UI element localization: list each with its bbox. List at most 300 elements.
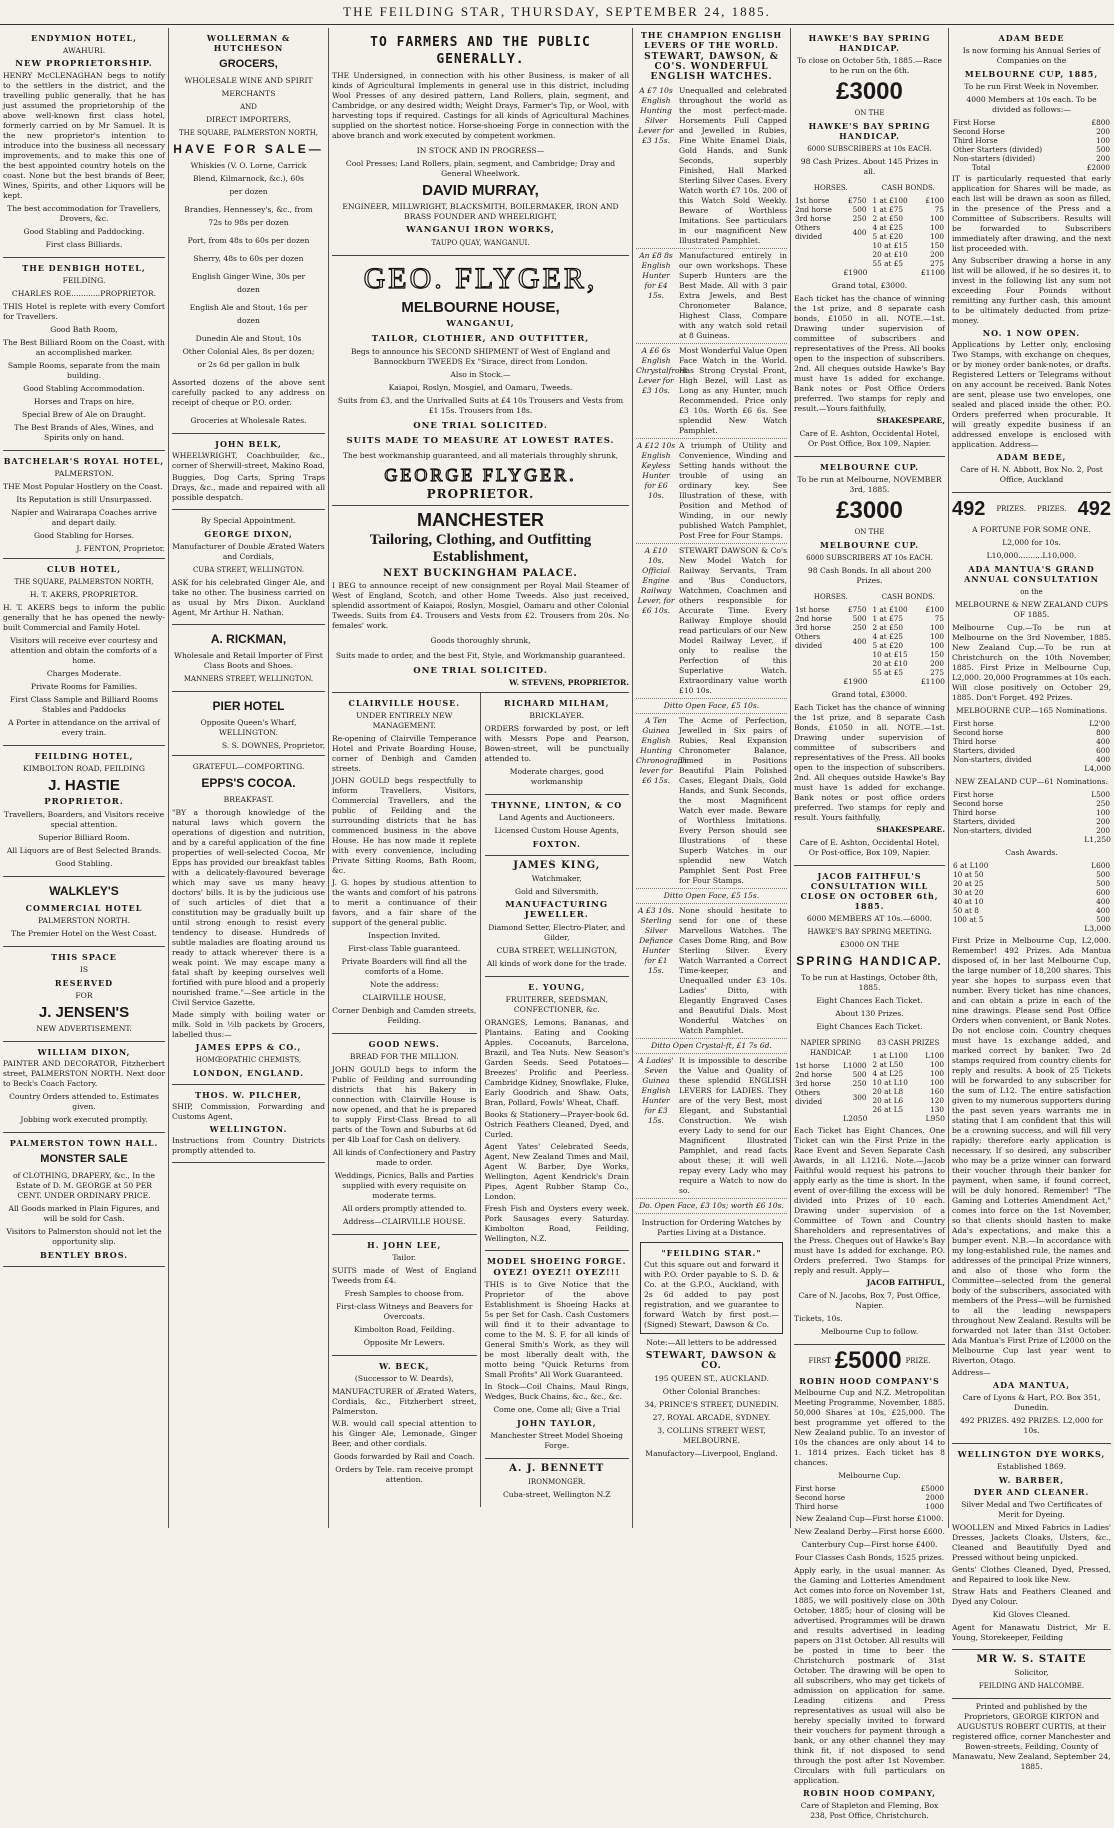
- bonds-table: [872, 196, 946, 268]
- ad-line: Come one, Come all; Give a Trial: [493, 1405, 621, 1414]
- table-cell-label: 4 at £25: [872, 223, 903, 232]
- masthead: THE FEILDING STAR, THURSDAY, SEPTEMBER 24, 1885.: [0, 0, 1114, 25]
- ad-subtitle: DYER AND CLEANER.: [973, 1487, 1090, 1497]
- ad-line: Instruction for Ordering Watches by Parties Living at a Distance.: [641, 1218, 782, 1237]
- ad-body: Applications by Letter only, enclosing Two Stamps, with exchange on cheques, or by money order bank-notes, or drafts. Registered Letters or Telegrams without on any account be received. Bank Notes are sent, please use two envelopes, one sealed and placed inside the other. P.O. Orders preferred when procurable. It will greatly expedite business if an addressed envelope is enclosed with application. Address—: [952, 340, 1111, 449]
- coupon-title: "FEILDING STAR.": [661, 1248, 762, 1258]
- ad-line: MANUFACTURING JEWELLER.: [505, 900, 609, 920]
- ad-address: Care of Stapleton and Fleming, Box 238, Post Office, Christchurch.: [800, 1801, 939, 1820]
- ad-subtitle: NO. 1 NOW OPEN.: [982, 328, 1081, 338]
- ad-title: WOLLERMAN & HUTCHESON: [206, 33, 291, 53]
- table-cell-label: 10 at 50: [953, 870, 984, 879]
- ad-place: FEILDING.: [62, 276, 106, 285]
- ad-title: CLAIRVILLE HOUSE.: [348, 698, 461, 708]
- price-item: Brandies, Hennessey's, &c., from: [184, 205, 313, 214]
- prize-table: [952, 790, 1111, 835]
- table-row: [872, 614, 946, 623]
- table-cell-value: 275: [930, 668, 944, 677]
- table-cell-value: 200: [930, 659, 944, 668]
- ad-line: Note the address:: [369, 980, 439, 989]
- column-2: [168, 28, 328, 1528]
- robin-hood-ad: [794, 1345, 945, 1828]
- table-row: [794, 623, 868, 632]
- ad-line: ONE TRIAL SOLICITED.: [413, 421, 548, 431]
- address-line: 3, COLLINS STREET WEST, MELBOURNE.: [657, 1426, 766, 1445]
- ad-line: Visitors to Palmerston should not let the opportunity slip.: [6, 1227, 162, 1246]
- table-row: [872, 1069, 946, 1078]
- table-total: L3,000: [1084, 924, 1111, 933]
- watch-price-label: A £12 10s English Keyless Hunter for £6 10s.: [636, 441, 676, 500]
- table-row: [794, 1493, 945, 1502]
- ad-title: HAWKE'S BAY SPRING HANDICAP.: [808, 33, 931, 53]
- ad-body: Re-opening of Clairville Temperance Hotel and Private Boarding House, corner of Denbigh and Camden streets.: [332, 734, 477, 773]
- ad-title: JAMES KING,: [513, 860, 601, 871]
- bread-ad: [332, 1034, 477, 1235]
- ad-title: JOHN BELK,: [215, 439, 282, 449]
- ad-body: J. G. hopes by studious attention to the wants and comfort of his patrons to merit a continuance of their favors, and a fair share of the support of the general public.: [332, 878, 477, 927]
- hawkes-bay-sweep-ad: [794, 28, 945, 457]
- ad-line: AND: [240, 103, 257, 111]
- ad-body: THE Undersigned, in connection with his other Business, is maker of all kinds of Agricultural Implements in general use in this district, including Wool Presses of any desired pattern, Land Rollers, plain, segment, and Cambridge, or any desired width; Weight Drays, Farmer's Tip, or Wool, with harvesting tops if required. Castings for all kinds of Agricultural Machines supplied on the shortest notice. Horse-shoeing Forge in connection with the above branch and work executed by competent workmen.: [332, 71, 629, 140]
- prize-total: [952, 163, 1111, 172]
- ad-line: Private Rooms for Families.: [30, 682, 138, 691]
- ad-subtitle: Watchmaker,: [531, 874, 582, 883]
- watch-price-label: Do. Open Face, £3 10s; worth £6 10s.: [639, 1201, 784, 1210]
- ad-line: Eight Chances Each Ticket.: [816, 996, 923, 1005]
- table-cell-value: 500: [1096, 915, 1110, 924]
- ad-subtitle: COMMERCIAL HOTEL: [25, 903, 143, 913]
- table-cell-label: 3rd horse: [795, 1079, 831, 1088]
- ad-body: WOOLLEN and Mixed Fabrics in Ladies' Dresses, Jackets Cloaks, Ulsters, &c., Cleaned and Beautifully Dyed and Pressed without being unpicked.: [952, 1523, 1111, 1562]
- table-total: £1900: [843, 268, 868, 277]
- ad-line: ON THE: [854, 528, 885, 536]
- ad-body: Melbourne Cup and N.Z. Metropolitan Meeting Programme, November, 1885. 50,000 Shares at 10s, £25,000. The best programme yet offered to the New Zealand public. To an investor of 10s the chances are only about 14 to 1. 1814 prizes. Each ticket has 8 chances.: [794, 1388, 945, 1467]
- ad-place: THE SQUARE, PALMERSTON NORTH,: [14, 578, 154, 586]
- table-row: [952, 746, 1111, 755]
- table-cell-value: £5000: [920, 1484, 944, 1493]
- table-cell-value: 250: [852, 623, 867, 632]
- watch-description: A triumph of Utility and Convenience, Winding and Setting hands without the trouble of using an ordinary key. See Illustration of these, with Position and Method of Winding, in our newly published Watch Pamphlet, Post Free for Four Stamps.: [679, 441, 787, 540]
- ad-body: ORANGES, Lemons, Bananas, and Plantains. Eating and Cooking Apples. Cocoanuts, Barcelona, Brazil, and Tea Nuts. New Season's Garden Seeds. Seed Potatoes—Breezes' Prolific and Peerless. Cambridge Kidney, Snowflake, Fluke, Early Goodrich and Shaw. Oats, Bran, Pollard, Fowls' Wheat, Chaff.: [484, 1018, 629, 1107]
- table-row: [794, 1502, 945, 1511]
- table-cell-value: 275: [930, 259, 944, 268]
- table-total: £1100: [920, 268, 945, 277]
- first-prize-banner: [794, 1348, 945, 1374]
- walkley-hotel-ad: [3, 877, 165, 947]
- table-cell-label: Non-starters (divided): [953, 154, 1036, 163]
- table-row: [872, 605, 946, 614]
- ad-address: Care of E. Ashton, Occidental Hotel, Or Post Office, Box 109, Napier.: [799, 429, 940, 448]
- watch-description: The Acme of Perfection, Jewelled in Six pairs of Rubies, Real Expansion Chronometer Balance, Timed in Positions Beautiful Plain Polished Cases, Elegant Dials, Gold Hands, and Sunk Seconds, the most Magnificent Watch ever made. Beware of Worthless Imitations. Every Person should see Illustrations of these Superb Watches in our splendid new Watch Pamphlet Sent Post Free for Four Stamps.: [679, 716, 787, 885]
- ad-line: L2,000 for 10s.: [1002, 538, 1061, 547]
- table-cell-value: 500: [1096, 870, 1110, 879]
- table-cell-label: 2nd horse: [795, 205, 832, 214]
- prize-table: [794, 1035, 945, 1114]
- table-cell-label: 55 at £5: [872, 259, 903, 268]
- ad-line: Suits made to order, and the best Fit, Style, and Workmanship guaranteed.: [335, 651, 626, 660]
- ad-line: Opposite Mr Lewers.: [363, 1338, 445, 1347]
- watch-item: [636, 889, 787, 904]
- table-cell-label: Others divided: [795, 223, 823, 241]
- table-row: [794, 196, 868, 205]
- watch-item: [636, 84, 787, 249]
- ad-proprietor: CHARLES ROE............PROPRIETOR.: [11, 289, 157, 298]
- ad-subtitle: IRONMONGER.: [528, 1478, 586, 1486]
- ad-line: Eight Chances Each Ticket.: [816, 1022, 923, 1031]
- ad-subtitle: WANGANUI IRON WORKS,: [406, 225, 555, 235]
- watch-price-label: Ditto Open Face, £5 15s.: [663, 891, 760, 900]
- ad-signature: SHAKESPEARE,: [876, 416, 945, 425]
- watch-price-label: A Ten Guinea English Hunting Chronograph lever for £6 15s.: [636, 716, 688, 785]
- watch-description: STEWART DAWSON & Co's New Model Watch for Railway Servants, Tram and 'Bus Conductors, Watchmen, Coachmen and others responsible for Accurate Time. Every Railway Employe should read particulars of our New Model Railway Lever, if only to realise the Perfection of this Superlative Watch. Extraordinary value worth £10 10s.: [679, 546, 787, 695]
- table-row: [952, 755, 1111, 764]
- table-row: [952, 870, 1111, 879]
- table-cell-label: 5 at £20: [872, 641, 903, 650]
- wollerman-ad: [172, 28, 325, 434]
- ad-title: A. J. BENNETT: [509, 1463, 605, 1474]
- watch-description: Most Wonderful Value Open Face Watch in the World. Has Strong Crystal Front, High Bezel, will Last as Long as any Hunter, much Recommended. Price only £3 10s. Worth £6 6s. See splendid New Watch Pamphlet.: [679, 346, 788, 435]
- ad-title: THOS. W. PILCHER,: [195, 1090, 302, 1100]
- watch-price-label: A Ladies' Seven Guinea English Hunter for £3 15s.: [638, 1056, 674, 1125]
- table-cell-value: 400: [852, 227, 867, 237]
- ad-body: First Prize in Melbourne Cup, L2,000. Remember! 492 Prizes. Ada Mantua disposed of, in her last Melbourne Cup, the large number of 18,200 shares. This year she hopes to surpass even that number. Every ticket has nine chances, and can obtain a prize in each of the nine drawings. Please send Post Office Orders when convenient, or Bank Notes. Do not enclose coin. Country cheques must have 1s exchange added, and marked correct by banker. Two 2d stamps required from country clients for reply and results. A book of 25 Tickets will be forwarded to any subscriber for the sum of L12. The entire satisfaction given to my numerous supporters during the past seven years warrants me in stating that I am confident that this will be a crowning success, and will fill very rapidly; therefore early application is necessary. If so desired, any subscriber who may be a prize winner can forward their voucher through their banker for payment, when same, if found correct, will be duly honored. Remember! "The Gaming and Lotteries Amendment Act," comes into force on the 1st November, so that clients should hasten to make Ada's expectations, and make this a bumper event. N.B.—In accordance with my long-established rule, the names and addresses of the principal Prize winners, and also of those who form the Committee—selected from the general body of the subscribers, associated with members of the Press—will be furnished to all the leading newspapers throughout New Zealand. Results will be forwarded not later than 31st October. Ada Mantua's First Prize of L2000 on the Melbourne Cup last year went to Riverton, Otago.: [952, 936, 1112, 1365]
- ad-subtitle: MELBOURNE & NEW ZEALAND CUPS OF 1885.: [954, 600, 1109, 619]
- horses-table: [794, 196, 868, 241]
- column-6: [948, 28, 1114, 1771]
- price-item: Blend, Kilmarnock, &c.), 60s: [193, 174, 304, 183]
- ad-body: of CLOTHING, DRAPERY, &c., In the Estate of D. M. GEORGE at 50 PER CENT. UNDER ORDINARY PRICE.: [12, 1171, 156, 1200]
- rickman-ad: [172, 625, 325, 692]
- ad-subtitle: MELBOURNE CUP, 1885,: [964, 69, 1099, 79]
- ad-place: WELLINGTON.: [209, 1124, 288, 1134]
- bennett-ad: [485, 1459, 630, 1507]
- ad-title: BATCHELAR'S ROYAL HOTEL,: [3, 456, 165, 466]
- ad-subtitle: BREAD FOR THE MILLION.: [349, 1052, 459, 1061]
- table-row: [952, 897, 1111, 906]
- ad-place: KIMBOLTON ROAD, FEILDING: [23, 764, 145, 773]
- price-item: Sherry, 48s to 60s per dozen: [193, 254, 304, 263]
- ad-line: Country Orders attended to. Estimates given.: [9, 1092, 159, 1111]
- prizes-banner: [952, 496, 1111, 522]
- ad-title: MR W. S. STAITE: [976, 1654, 1087, 1665]
- table-cell-value: 120: [930, 1096, 944, 1105]
- table-header: HORSES.: [813, 593, 848, 601]
- ad-line: The best workmanship guaranteed, and all materials throughly shrunk,: [342, 451, 619, 460]
- table-cell-label: Second horse: [953, 799, 1004, 808]
- price-item: Port, from 48s to 60s per dozen: [187, 236, 310, 245]
- watch-price-label: A £7 10s English Hunting Silver Lever for £3 15s.: [638, 86, 674, 145]
- table-row: [872, 250, 946, 259]
- ad-line: By Special Appointment.: [200, 516, 297, 525]
- ad-title: WILLIAM DIXON,: [37, 1047, 131, 1057]
- endymion-hotel-ad: [3, 28, 165, 258]
- table-cell-label: 1 at £100: [872, 605, 908, 614]
- ad-body: Buggies, Dog Carts, Spring Traps Drays, &c., made and repaired with all possible despatch.: [172, 473, 325, 502]
- table-row: [872, 623, 946, 632]
- table-cell-value: L500: [1091, 790, 1110, 799]
- reserved-space-ad: [3, 947, 165, 1042]
- ad-subtitle: MELBOURNE CUP.: [819, 540, 920, 550]
- table-cell-label: 1st horse: [795, 196, 830, 205]
- ad-body: IT is particularly requested that early application for Shares will be made, as each list will be drawn as soon as filled, in the presence of the Press and a Committee of Subscribers. Results will be forwarded to Subscribers immediately after drawing, and the next list proceeded with.: [952, 174, 1111, 253]
- table-cell-label: 1st horse: [795, 605, 830, 614]
- table-cell-label: 30 at 20: [953, 888, 984, 897]
- ad-subtitle: NEW PROPRIETORSHIP.: [15, 59, 153, 69]
- table-row: [952, 737, 1111, 746]
- table-row: [872, 214, 946, 223]
- ad-line: Kimbolton Road, Feilding.: [354, 1325, 455, 1334]
- table-row: [872, 668, 946, 677]
- ad-line: Diamond Setter, Electro-Plater, and Gilder,: [488, 923, 626, 942]
- small-ads-right: [485, 693, 630, 1507]
- ad-line: SUITS MADE TO MEASURE AT LOWEST RATES.: [346, 436, 615, 446]
- ad-line: All Liquors are of Best Selected Brands.: [6, 846, 162, 855]
- address-line: Other Colonial Branches:: [662, 1387, 761, 1396]
- table-row: [952, 719, 1111, 728]
- ad-body: HENRY McCLENAGHAN begs to notify to the settlers in the district, and the travelling public generally, that he has just assumed the proprietorship of the above well-known first class hotel, formerly carried on by Mr Samuel. It is the new proprietor's intention to introduce into the business all necessary improvements, and to make this one of the best appointed country hotels on the coast. None but the best brands of Beer, Wines, Spirits, and other Liquors will be kept.: [3, 71, 165, 200]
- staite-ad: [952, 1650, 1111, 1699]
- table-header: CASH BONDS.: [881, 184, 935, 192]
- ad-line: ONE TRIAL SOLICITED.: [413, 666, 548, 676]
- ad-body: Melbourne Cup.—To be run at Melbourne on the 3rd November, 1885. New Zealand Cup.—To be run at Christchurch on the 10th November, 1885. First Prize in Melbourne Cup, L2,000. 20,000 Programmes at 10s each. Will close positively on October 29, 1885. Don't Forget. 492 Prizes.: [952, 623, 1111, 702]
- ad-line: All orders promptly attended to.: [342, 1204, 467, 1213]
- ad-line: L10,000..........L10,000.: [986, 551, 1077, 560]
- ad-line: To close on October 5th, 1885.—Race to be run on the 6th.: [797, 56, 942, 75]
- ad-line: A Porter in attendance on the arrival of every train.: [8, 718, 160, 737]
- dixon-waters-ad: [172, 510, 325, 625]
- watch-item: [636, 1054, 787, 1199]
- ad-title: CLUB HOTEL,: [46, 564, 122, 574]
- ad-body: Each Ticket has the chance of winning the 1st prize, and 8 separate Cash Bonds, £1050 in all. NOTE.—1st. Drawing under supervision of committee of subscribers and representatives of the Press. All books open to the inspection of subscribers. 2nd. All cheques outside Hawke's Bay must have 1s added for exchange. Bank notes or post office orders preferred. Two stamps for reply and result. Yours faithfully,: [794, 703, 945, 822]
- ad-line: Good Stabling Accommodation.: [23, 384, 145, 393]
- ad-line: 6000 MEMBERS AT 10s.—6000.: [806, 914, 933, 923]
- small-ads-left: [332, 693, 481, 1507]
- prize-table: [794, 589, 945, 677]
- table-row: [952, 118, 1111, 127]
- table-total: £1100: [920, 677, 945, 686]
- watch-description: It is impossible to describe the Value and Quality of these splendid ENGLISH LEVERS for LADIES. They are of the very Best, most Elegant, and Substantial Construction. We wish every Lady to send for our Magnificent Illustrated Pamphlet, and read facts about these; it will well repay every Lady who may require a Watch to now do so.: [679, 1056, 787, 1195]
- table-cell-label: 1st horse: [795, 1061, 830, 1070]
- table-cell-value: 75: [934, 614, 944, 623]
- ad-subtitle: Melbourne Cup.: [838, 1471, 901, 1480]
- prize-count: 492: [1077, 498, 1111, 520]
- table-cell-label: Non-starters, divided: [953, 826, 1032, 835]
- ad-line: Horses and Traps on hire,: [33, 397, 135, 406]
- watch-item: [636, 344, 787, 439]
- table-cell-label: 3rd horse: [795, 214, 831, 223]
- ad-body: JOHN GOULD begs to inform the Public of Feilding and surrounding districts that his Bakery in connection with Clairville House is now opened, and that he is prepared to supply First-Class Bread to all parts of the Town and Suburbs at 6d per 4lb Loaf for Cash on delivery.: [332, 1065, 477, 1144]
- ada-mantua-ad: [952, 493, 1111, 1444]
- table-cell-value: 160: [930, 1087, 944, 1096]
- ad-place: THE SQUARE, PALMERSTON NORTH,: [178, 129, 319, 137]
- ad-line: Its Reputation is still Unsurpassed.: [16, 495, 152, 504]
- ad-body: Opposite Queen's Wharf, WELLINGTON.: [200, 718, 297, 737]
- ad-body: THIS Hotel is replete with every Comfort for Travellers.: [3, 302, 165, 321]
- watch-price-label: A £10 10s. Official Engine Railway Lever, for £6 10s.: [637, 546, 675, 615]
- beck-ad: [332, 1356, 477, 1492]
- ad-title: JACOB FAITHFUL'S CONSULTATION WILL CLOSE ON OCTOBER 6th, 1885.: [800, 871, 939, 911]
- price-item: per dozen: [229, 187, 268, 196]
- watch-item: [636, 1199, 787, 1214]
- table-cell-label: 20 at £10: [872, 250, 908, 259]
- watch-item: [636, 544, 787, 699]
- table-cell-value: 400: [1096, 755, 1110, 764]
- ad-line: Good Stabling for Horses.: [33, 531, 135, 540]
- club-hotel-ad: [3, 559, 165, 746]
- table-row: [794, 223, 868, 241]
- ad-line: The Premier Hotel on the West Coast.: [11, 929, 157, 938]
- ad-line: Good Stabling.: [55, 859, 113, 868]
- ad-line: Visitors will receive ever courtesy and attention and obtain the comforts of a home.: [10, 636, 158, 665]
- watch-item: [636, 904, 787, 1039]
- ad-line: 492 PRIZES. 492 PRIZES. L2,000 for 10s.: [960, 1416, 1103, 1435]
- ad-line: Gents' Clothes Cleaned, Dyed, Pressed, and Repaired to look like New.: [952, 1565, 1111, 1584]
- ad-signature: ROBIN HOOD COMPANY,: [802, 1788, 937, 1798]
- table-cell-value: £100: [925, 196, 944, 205]
- ad-subtitle: FRUITERER, SEEDSMAN, CONFECTIONER, &c.: [505, 995, 608, 1014]
- ad-title: W. BECK,: [379, 1361, 430, 1371]
- watch-item: [636, 249, 787, 344]
- ad-body: PAINTER AND DECORATOR, Fitzherbert street, PALMERSTON NORTH. Next door to Beck's Coach Factory.: [3, 1059, 165, 1088]
- ad-place: MANNERS STREET, WELLINGTON.: [183, 675, 314, 683]
- ad-signature-role: PROPRIETOR.: [426, 487, 535, 501]
- ad-line: Fresh Samples to choose from.: [344, 1289, 464, 1298]
- ad-line: PRIZES.: [996, 505, 1026, 513]
- table-cell-label: Third horse: [953, 808, 997, 817]
- horses-table: [794, 605, 868, 650]
- feilding-hotel-ad: [3, 746, 165, 877]
- table-total: L950: [925, 1114, 945, 1123]
- ad-body: Land Agents and Auctioneers.: [498, 813, 615, 822]
- price-item: dozen: [237, 285, 260, 294]
- ad-line: 98 Cash Prizes. About 145 Prizes in all.: [800, 157, 939, 176]
- table-cell-label: 6 at L100: [953, 861, 989, 870]
- column-4: [632, 28, 790, 1528]
- young-ad: [485, 977, 630, 1251]
- prize-table: [952, 719, 1111, 764]
- table-row: [872, 1060, 946, 1069]
- small-ads-grid: [332, 693, 629, 1507]
- table-row: [794, 205, 868, 214]
- table-row: [794, 605, 868, 614]
- table-row: [952, 127, 1111, 136]
- ad-body: Agent Yates' Celebrated Seeds, Agent, New Zealand Times and Mail, Agent W. Barber, Dye Works, Wellington, Agent Kendrick's Drain Pipes, Agent Rubber Stamp Co., London.: [484, 1142, 629, 1201]
- watch-description: Unequalled and celebrated throughout the world as the most perfect-made. Horsements Full Capped and Jewelled in Rubies, Fine White Enamel Dials, Gold Hands, and Sunk Seconds, superbly Finished, Hall Marked Sterling Silver Cases. Every Watch worth £7 10s. 200 of this Watch Sold Weekly. Beware of Worthless Imitations. See particulars in our magnificent New Illustrated Pamphlet.: [679, 86, 787, 245]
- table-row: [794, 614, 868, 623]
- price-item: 72s to 98s per dozen: [208, 218, 289, 227]
- column-1: [0, 28, 168, 1528]
- ad-place: Cuba-street, Wellington N.Z: [502, 1490, 611, 1499]
- ad-headline: GROCERS,: [219, 58, 278, 70]
- ad-title: THYNNE, LINTON, & CO: [491, 800, 623, 810]
- table-cell-label: 50 at 8: [953, 906, 979, 915]
- ad-line: The best accommodation for Travellers, Drovers, &c.: [7, 204, 161, 223]
- ad-subtitle: (Successor to W. Deards),: [354, 1374, 454, 1383]
- table-row: [794, 1484, 945, 1493]
- ad-headline: DAVID MURRAY,: [422, 182, 539, 199]
- total-label: Total: [972, 163, 991, 172]
- table-cell-value: 250: [1096, 799, 1110, 808]
- table-cell-value: 200: [1096, 817, 1110, 826]
- epps-cocoa-ad: [172, 756, 325, 1085]
- address-line: 27, ROYAL ARCADE, SYDNEY.: [652, 1413, 771, 1422]
- table-cell-value: 500: [852, 614, 867, 623]
- ad-place: TAUPO QUAY, WANGANUI.: [431, 239, 530, 247]
- table-cell-value: 2000: [925, 1493, 944, 1502]
- table-header: NAPIER SPRING HANDICAP.: [800, 1039, 862, 1057]
- table-row: [872, 259, 946, 268]
- ad-line: Groceries at Wholesale Rates.: [190, 416, 307, 425]
- ad-signature: JOHN TAYLOR,: [517, 1418, 597, 1428]
- ad-line: Charges Moderate.: [46, 669, 122, 678]
- ad-line: First class Billiards.: [45, 240, 123, 249]
- ad-signature: JAMES EPPS & CO.,: [195, 1042, 302, 1052]
- king-ad: [485, 856, 630, 977]
- jacob-faithful-ad: [794, 866, 945, 1345]
- ad-line: Kaiapoi, Roslyn, Mosgiel, and Oamaru, Tweeds.: [388, 383, 573, 392]
- ad-place: CUBA STREET, WELLINGTON.: [192, 566, 305, 574]
- ad-body: W.B. would call special attention to his Ginger Ale, Lemonade, Ginger Beer, and other cordials.: [332, 1419, 477, 1448]
- ad-line: PRIZE.: [905, 1357, 931, 1365]
- table-row: [794, 214, 868, 223]
- lee-tailor-ad: [332, 1235, 477, 1356]
- ad-line: To be run at Melbourne, NOVEMBER 3rd, 1885.: [797, 475, 942, 494]
- table-cell-label: 4 at L25: [872, 1069, 904, 1078]
- table-cell-label: Third horse: [953, 737, 997, 746]
- dye-works-ad: [952, 1444, 1111, 1650]
- ad-line: Melbourne Cup to follow.: [820, 1327, 919, 1336]
- ad-line: FIRST: [808, 1357, 831, 1365]
- ad-line: Gold and Silversmith,: [515, 887, 599, 896]
- ad-signature: ADAM BEDE,: [996, 452, 1067, 462]
- ad-line: Grand total, £3000.: [831, 690, 908, 699]
- ad-title: THE DENBIGH HOTEL,: [22, 263, 146, 273]
- ad-line: on the: [1020, 588, 1043, 596]
- table-cell-label: 2nd horse: [795, 614, 832, 623]
- ad-place: AWAHURI.: [62, 46, 106, 55]
- ad-line: Established 1869.: [996, 1462, 1067, 1471]
- belk-ad: [172, 434, 325, 510]
- watch-price-label: Ditto Open Crystal-ft, £1 7s 6d.: [651, 1041, 772, 1050]
- table-row: [952, 861, 1111, 870]
- table-row: [794, 1061, 868, 1070]
- table-cell-value: 100: [930, 223, 944, 232]
- ad-line: All kinds of work done for the trade.: [486, 959, 627, 968]
- ad-line: Canterbury Cup—First horse £400.: [801, 1540, 938, 1549]
- ad-line: Agent for Manawatu District, Mr E. Young, Storekeeper, Feilding: [952, 1623, 1111, 1642]
- pier-hotel-ad: [172, 692, 325, 756]
- ad-line: RESERVED: [54, 978, 114, 988]
- ad-body: Instructions from Country Districts promptly attended to.: [172, 1136, 325, 1155]
- ad-place: NEXT BUCKINGHAM PALACE.: [383, 568, 578, 579]
- ad-line: First Class Sample and Billiard Rooms Stables and Paddocks: [9, 695, 159, 714]
- ad-title: THE CHAMPION ENGLISH LEVERS OF THE WORLD.: [640, 30, 783, 50]
- ad-line: 98 Cash Bonds. In all about 200 Prizes.: [807, 566, 932, 585]
- dixon-painter-ad: [3, 1042, 165, 1133]
- ad-line: About 130 Prizes.: [835, 1009, 904, 1018]
- ad-line: Grand total, £3000.: [831, 281, 908, 290]
- ad-title: ADAM BEDE: [998, 33, 1065, 43]
- ad-line: Note:—All letters to be addressed: [646, 1338, 777, 1347]
- table-header: Cash Awards.: [1005, 848, 1058, 857]
- ad-signature: GEORGE FLYGER.: [384, 465, 577, 485]
- order-coupon: [640, 1242, 783, 1334]
- ad-line: Address—: [952, 1368, 991, 1377]
- table-row: [872, 1078, 946, 1087]
- ad-address: Care of E. Ashton, Occidental Hotel, Or Post-office, Box 109, Napier.: [799, 838, 940, 857]
- ad-line: WHOLESALE WINE AND SPIRIT: [184, 76, 313, 85]
- table-cell-value: 100: [1096, 136, 1110, 145]
